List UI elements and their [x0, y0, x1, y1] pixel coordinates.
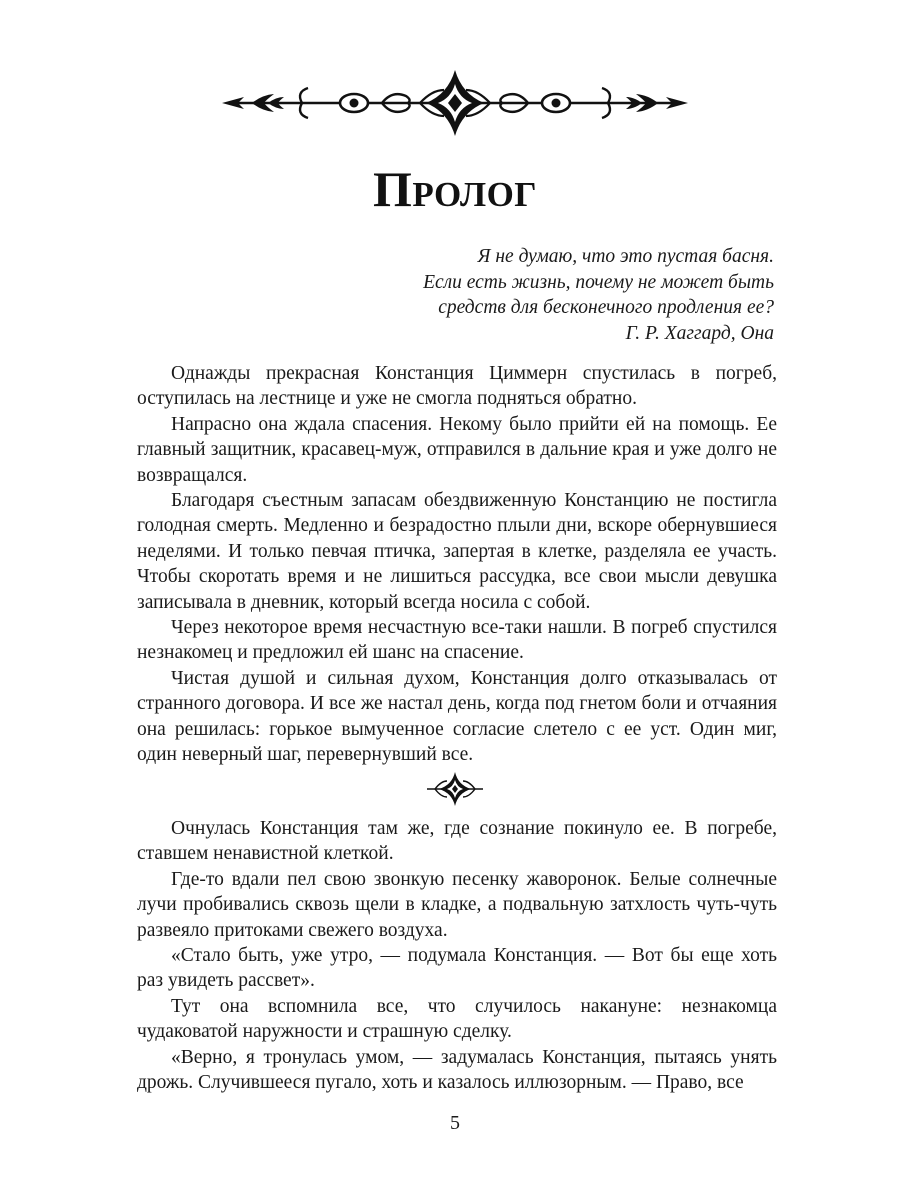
paragraph: Благодаря съестным запасам обездвиженную Констанцию не постигла голодная смерть. Медленно и безрадостно плыли дни, вскоре обернувшиеся неделями. И только певчая птичка, запертая в клетке, разделяла ее участь. Чтобы скоротать время и не лишиться рассудка, все свои мысли девушка записывала в дневник, который всегда носила с собой.: [137, 490, 777, 613]
page-number: 5: [450, 1112, 460, 1134]
paragraph: Где-то вдали пел свою звонкую песенку жаворонок. Белые солнечные лучи пробивались сквозь щели в кладке, а подвальную затхлость чуть-чуть развеяло притоками свежего воздуха.: [137, 868, 777, 941]
paragraph: Напрасно она ждала спасения. Некому было прийти ей на помощь. Ее главный защитник, красавец-муж, отправился в дальние края и уже долго не возвращался.: [137, 413, 777, 486]
epigraph-line: Я не думаю, что это пустая басня.: [477, 246, 774, 267]
ornamental-flourish-icon: [222, 70, 688, 136]
epigraph: [254, 244, 774, 346]
paragraph: «Стало быть, уже утро, — подумала Констанция. — Вот бы еще хоть раз увидеть рассвет».: [137, 945, 777, 992]
paragraph: Очнулась Констанция там же, где сознание покинуло ее. В погребе, ставшем ненавистной клеткой.: [137, 818, 777, 865]
paragraph: Однажды прекрасная Констанция Циммерн спустилась в погреб, оступилась на лестнице и уже не смогла подняться обратно.: [137, 363, 777, 410]
epigraph-attribution: Г. Р. Хаггард, Она: [625, 322, 774, 344]
epigraph-line: средств для бесконечного продления ее?: [438, 297, 774, 318]
paragraph: Чистая душой и сильная духом, Констанция долго отказывалась от странного договора. И все же настал день, когда под гнетом боли и отчаяния она решилась: горькое вымученное согласие слетело с ее уст. Один миг, один неверный шаг, перевернувший все.: [137, 667, 777, 766]
star-ornament-icon: [425, 772, 485, 806]
chapter-title: Пролог: [372, 161, 538, 217]
paragraph: Тут она вспомнила все, что случилось накануне: незнакомца чудаковатой наружности и страшную сделку.: [137, 995, 777, 1043]
paragraph: «Верно, я тронулась умом, — задумалась Констанция, пытаясь унять дрожь. Случившееся пугало, хоть и казалось иллюзорным. — Право, все: [137, 1046, 777, 1094]
body-text-part-1: [137, 361, 777, 768]
body-text-part-2: [137, 816, 777, 1095]
epigraph-line: Если есть жизнь, почему не может быть: [423, 271, 774, 293]
paragraph: Через некоторое время несчастную все-таки нашли. В погреб спустился незнакомец и предложил ей шанс на спасение.: [137, 617, 777, 664]
